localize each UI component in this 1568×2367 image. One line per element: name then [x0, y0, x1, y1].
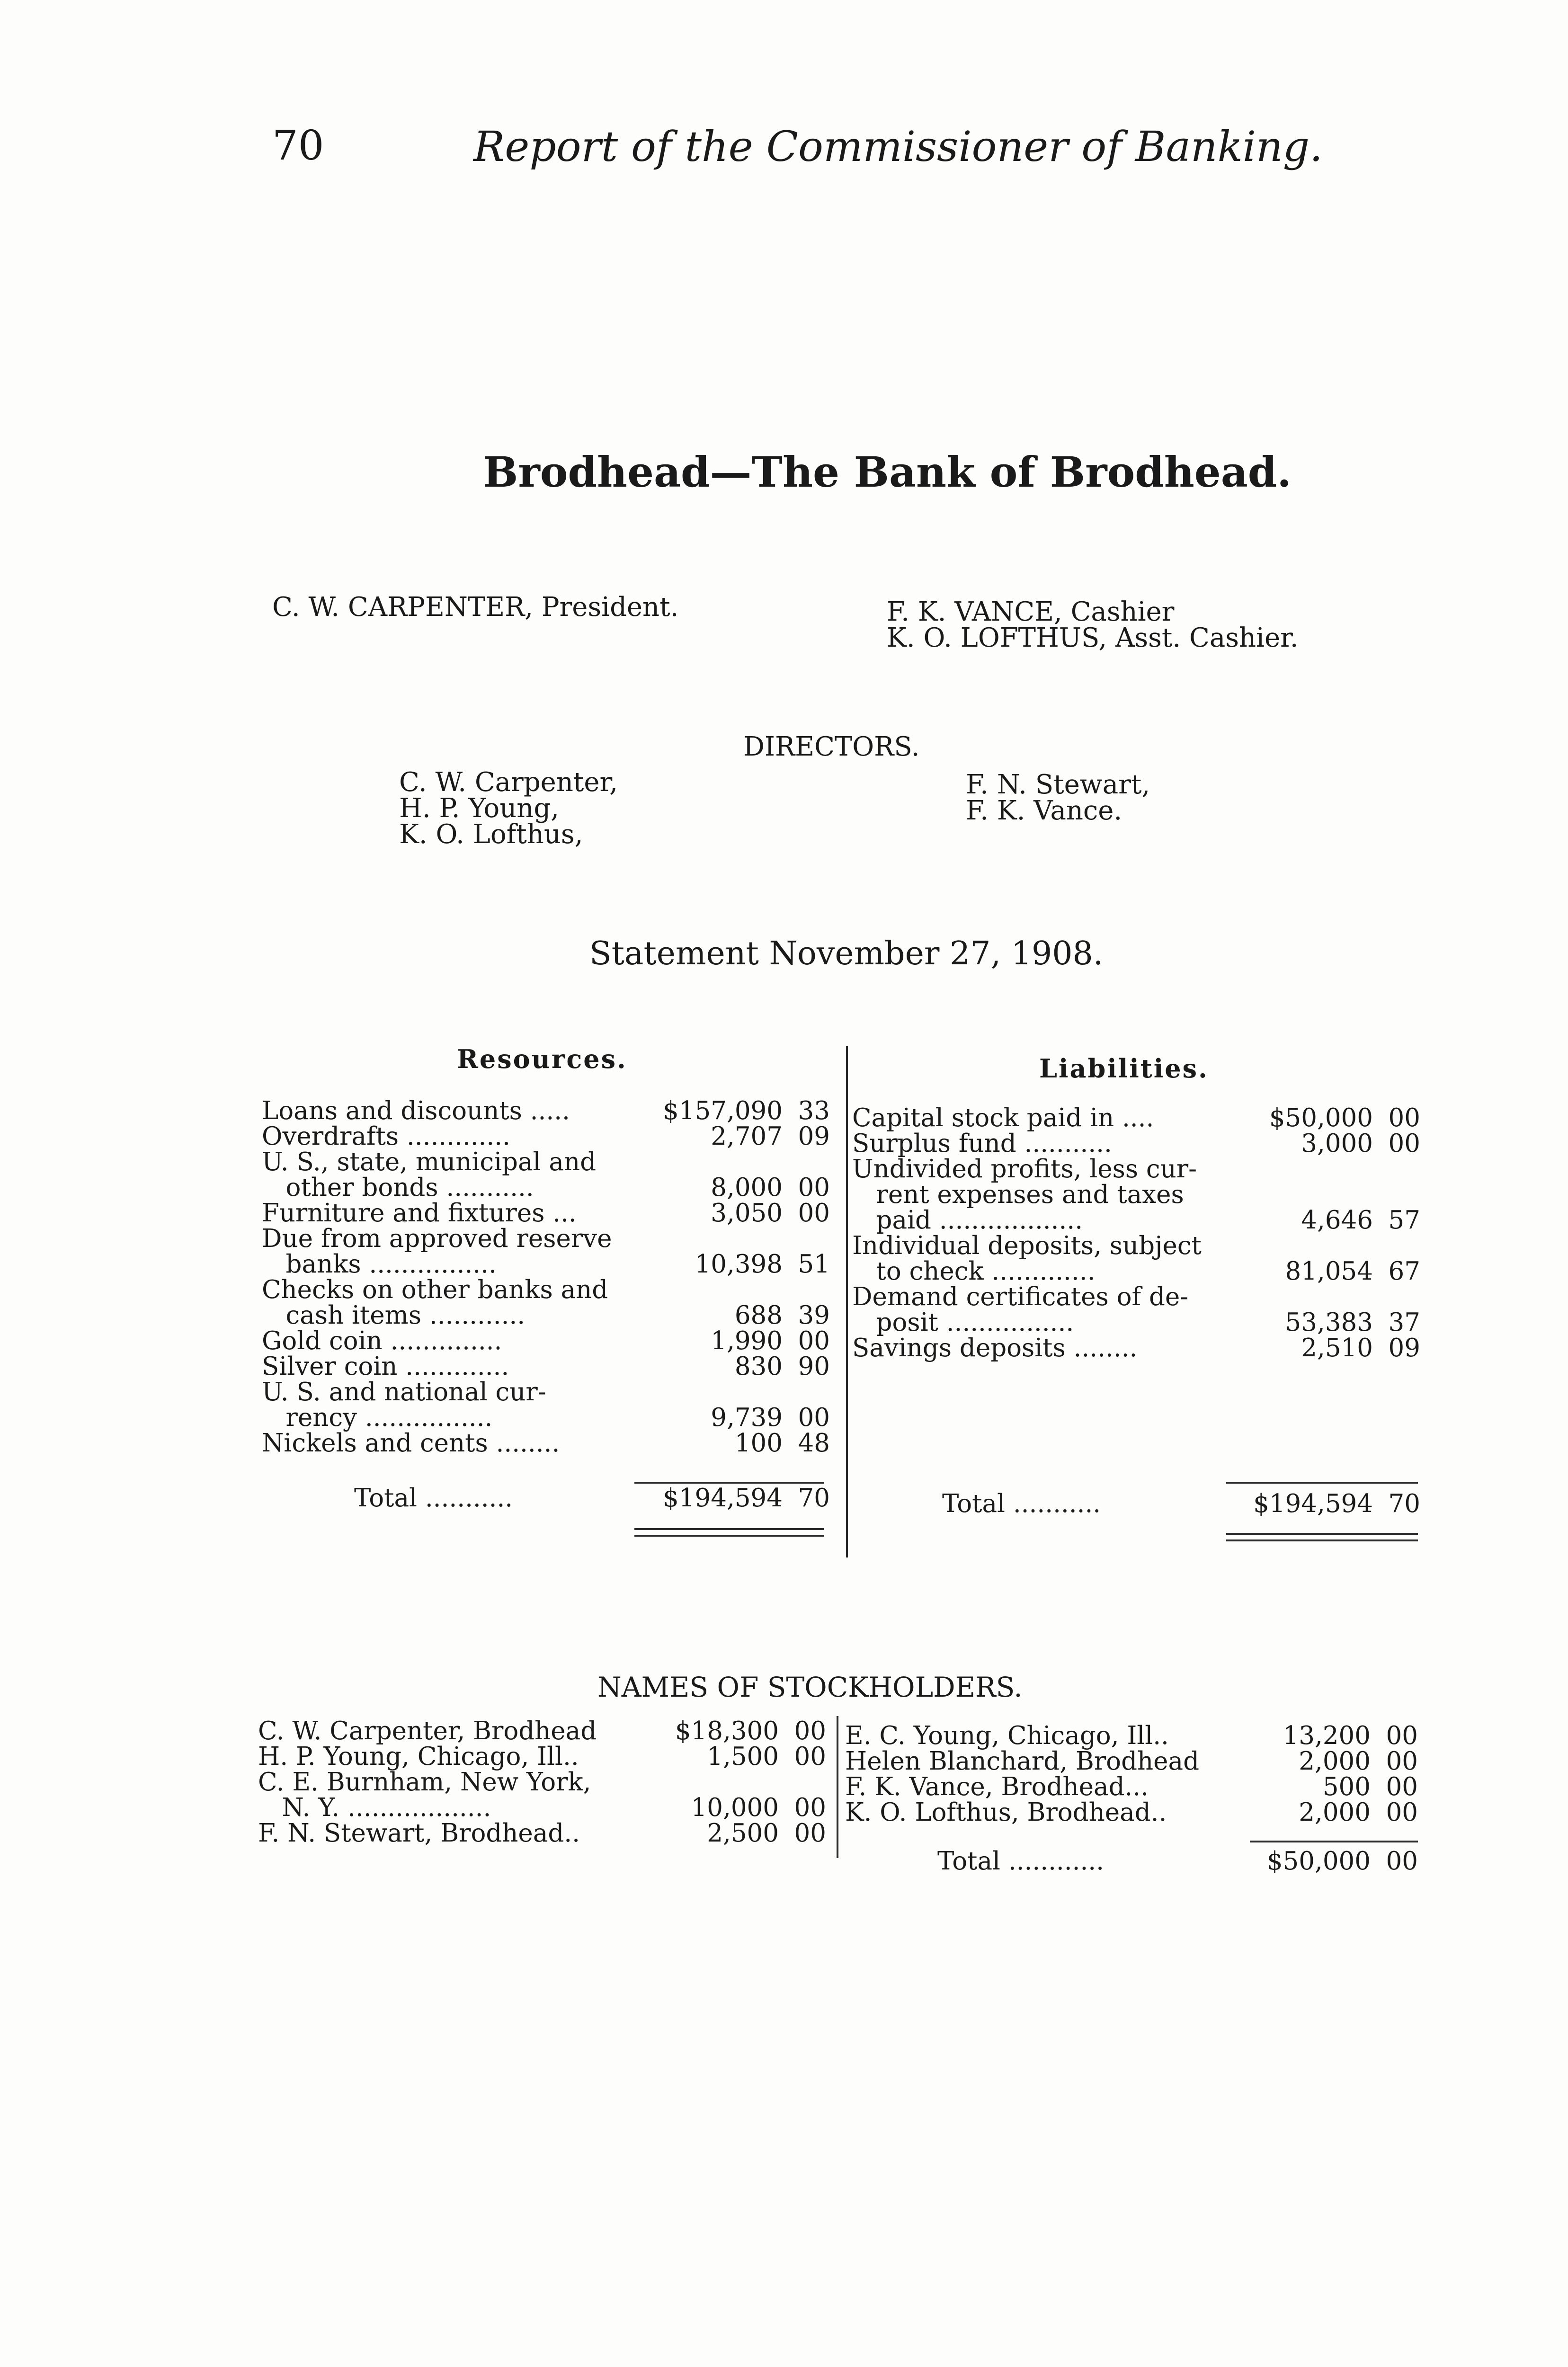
resource-row — [262, 1379, 830, 1405]
resource-row — [262, 1098, 830, 1124]
stockholder-left-label: H. P. Young, Chicago, Ill.. — [258, 1742, 579, 1771]
resource-label: other bonds ........... — [262, 1173, 534, 1202]
stockholders-total-dollars: $50,000 — [1266, 1847, 1371, 1876]
cashier: F. K. VANCE, Cashier — [887, 596, 1175, 627]
resource-row — [262, 1201, 830, 1226]
asst-cashier: K. O. LOFTHUS, Asst. Cashier. — [887, 623, 1299, 653]
liability-row — [852, 1259, 1420, 1284]
resources-list — [262, 1098, 830, 1456]
liability-cents: 37 — [1388, 1308, 1420, 1337]
stockholders-total-label: Total ............ — [937, 1847, 1105, 1876]
resource-row — [262, 1149, 830, 1175]
stockholders-divider — [837, 1716, 838, 1858]
stockholder-right-row — [845, 1723, 1418, 1749]
liabilities-total-label: Total ........... — [942, 1489, 1101, 1518]
liabilities-total-row — [852, 1491, 1420, 1517]
resources-heading: Resources. — [457, 1044, 627, 1074]
stockholder-right-row — [845, 1749, 1418, 1774]
liability-row — [852, 1105, 1420, 1131]
stockholder-right-cents: 00 — [1386, 1721, 1418, 1750]
stockholder-left-dollars: $18,300 — [675, 1717, 779, 1745]
liability-label: Savings deposits ........ — [852, 1334, 1138, 1362]
resource-row — [262, 1405, 830, 1431]
president: C. W. CARPENTER, President. — [272, 592, 679, 623]
stockholder-right-cents: 00 — [1386, 1747, 1418, 1776]
director-right-1: F. N. Stewart, — [966, 769, 1150, 800]
stockholder-right-label: E. C. Young, Chicago, Ill.. — [845, 1721, 1169, 1750]
liability-cents: 00 — [1388, 1103, 1420, 1132]
resource-dollars: 2,707 — [711, 1122, 783, 1151]
liability-cents: 09 — [1388, 1334, 1420, 1362]
resource-dollars: 3,050 — [711, 1199, 783, 1228]
page-number: 70 — [272, 122, 324, 169]
liability-row — [852, 1157, 1420, 1182]
resource-row — [262, 1431, 830, 1456]
stockholder-right-row — [845, 1774, 1418, 1800]
resource-label: Gold coin .............. — [262, 1326, 502, 1355]
resource-label: U. S. and national cur- — [262, 1378, 546, 1406]
stockholder-left-label: N. Y. .................. — [258, 1793, 491, 1822]
resources-total-cents: 70 — [798, 1484, 830, 1513]
liability-label: Capital stock paid in .... — [852, 1103, 1154, 1132]
liability-row — [852, 1233, 1420, 1259]
resource-row — [262, 1252, 830, 1277]
liability-dollars: 4,646 — [1301, 1206, 1373, 1235]
bank-title: Brodhead—The Bank of Brodhead. — [483, 447, 1292, 497]
resource-label: Overdrafts ............. — [262, 1122, 510, 1151]
resource-cents: 39 — [798, 1301, 830, 1330]
stockholder-right-label: K. O. Lofthus, Brodhead.. — [845, 1798, 1167, 1827]
liability-dollars: 3,000 — [1301, 1129, 1373, 1158]
liability-dollars: 81,054 — [1285, 1257, 1373, 1286]
stockholder-left-dollars: 10,000 — [691, 1793, 779, 1822]
liability-row — [852, 1131, 1420, 1157]
resource-cents: 00 — [798, 1173, 830, 1202]
column-divider — [846, 1046, 848, 1557]
liability-cents: 57 — [1388, 1206, 1420, 1235]
stockholders-right-list — [845, 1723, 1418, 1825]
stockholder-left-row — [258, 1821, 826, 1846]
stockholder-left-row — [258, 1744, 826, 1770]
stockholder-left-cents: 00 — [794, 1793, 826, 1822]
liability-cents: 67 — [1388, 1257, 1420, 1286]
liabilities-total-dollars: $194,594 — [1253, 1489, 1373, 1518]
stockholder-right-cents: 00 — [1386, 1772, 1418, 1801]
liabilities-total-rule — [1226, 1482, 1418, 1484]
liability-dollars: $50,000 — [1269, 1103, 1373, 1132]
resource-label: banks ................ — [262, 1250, 497, 1279]
resource-dollars: 8,000 — [711, 1173, 783, 1202]
stockholder-right-label: Helen Blanchard, Brodhead — [845, 1747, 1200, 1776]
stockholders-total-rule — [1250, 1841, 1418, 1842]
stockholder-right-row — [845, 1800, 1418, 1825]
stockholder-left-row — [258, 1795, 826, 1821]
directors-heading: DIRECTORS. — [743, 731, 920, 762]
resource-label: rency ................ — [262, 1403, 493, 1432]
statement-title: Statement November 27, 1908. — [589, 935, 1104, 972]
resource-row — [262, 1124, 830, 1149]
liability-row — [852, 1310, 1420, 1335]
resources-total-row — [262, 1486, 830, 1511]
resource-dollars: 830 — [734, 1352, 783, 1381]
stockholder-left-label: C. W. Carpenter, Brodhead — [258, 1717, 597, 1745]
director-left-1: C. W. Carpenter, — [399, 767, 618, 798]
resource-cents: 00 — [798, 1199, 830, 1228]
resource-label: cash items ............ — [262, 1301, 526, 1330]
resource-label: Due from approved reserve — [262, 1224, 612, 1253]
liability-row — [852, 1284, 1420, 1310]
liability-label: rent expenses and taxes — [852, 1180, 1184, 1209]
director-left-3: K. O. Lofthus, — [399, 819, 583, 850]
stockholder-right-cents: 00 — [1386, 1798, 1418, 1827]
resources-double-rule — [634, 1528, 824, 1537]
resource-row — [262, 1354, 830, 1379]
stockholder-left-cents: 00 — [794, 1819, 826, 1848]
resource-row — [262, 1175, 830, 1201]
resource-label: Furniture and fixtures ... — [262, 1199, 577, 1228]
resource-cents: 33 — [798, 1096, 830, 1125]
resource-dollars: 100 — [734, 1429, 783, 1458]
director-left-2: H. P. Young, — [399, 793, 559, 824]
stockholder-left-cents: 00 — [794, 1742, 826, 1771]
resource-row — [262, 1328, 830, 1354]
resource-cents: 48 — [798, 1429, 830, 1458]
resource-row — [262, 1226, 830, 1252]
resource-dollars: 688 — [734, 1301, 783, 1330]
resource-label: Silver coin ............. — [262, 1352, 509, 1381]
stockholder-left-label: C. E. Burnham, New York, — [258, 1768, 591, 1797]
resource-dollars: 1,990 — [711, 1326, 783, 1355]
stockholder-left-dollars: 2,500 — [707, 1819, 779, 1848]
resource-label: U. S., state, municipal and — [262, 1148, 597, 1176]
liabilities-double-rule — [1226, 1533, 1418, 1541]
stockholder-right-dollars: 500 — [1322, 1772, 1371, 1801]
liability-row — [852, 1335, 1420, 1361]
resource-row — [262, 1277, 830, 1303]
resource-cents: 09 — [798, 1122, 830, 1151]
resource-cents: 90 — [798, 1352, 830, 1381]
resource-label: Checks on other banks and — [262, 1275, 608, 1304]
liabilities-list — [852, 1105, 1420, 1361]
liability-label: Demand certificates of de- — [852, 1282, 1189, 1311]
stockholder-right-dollars: 2,000 — [1299, 1798, 1371, 1827]
stockholders-total-cents: 00 — [1386, 1847, 1418, 1876]
resources-total-label: Total ........... — [354, 1484, 513, 1513]
liability-dollars: 2,510 — [1301, 1334, 1373, 1362]
resource-dollars: 10,398 — [695, 1250, 783, 1279]
resource-label: Loans and discounts ..... — [262, 1096, 570, 1125]
stockholders-left-list — [258, 1718, 826, 1846]
resource-cents: 00 — [798, 1326, 830, 1355]
resource-dollars: 9,739 — [711, 1403, 783, 1432]
resource-label: Nickels and cents ........ — [262, 1429, 560, 1458]
resource-cents: 00 — [798, 1403, 830, 1432]
stockholder-left-row — [258, 1770, 826, 1795]
director-right-2: F. K. Vance. — [966, 795, 1123, 826]
stockholder-right-label: F. K. Vance, Brodhead... — [845, 1772, 1149, 1801]
resource-dollars: $157,090 — [663, 1096, 783, 1125]
liability-label: paid .................. — [852, 1206, 1083, 1235]
liability-label: Undivided profits, less cur- — [852, 1155, 1197, 1184]
stockholders-heading: NAMES OF STOCKHOLDERS. — [597, 1671, 1023, 1703]
liability-label: posit ................ — [852, 1308, 1074, 1337]
resource-row — [262, 1303, 830, 1328]
liability-label: to check ............. — [852, 1257, 1096, 1286]
liability-label: Individual deposits, subject — [852, 1231, 1202, 1260]
stockholders-total-row — [845, 1849, 1418, 1874]
liability-dollars: 53,383 — [1285, 1308, 1373, 1337]
stockholder-left-cents: 00 — [794, 1717, 826, 1745]
running-title: Report of the Commissioner of Banking. — [473, 122, 1323, 171]
stockholder-left-row — [258, 1718, 826, 1744]
resources-total-dollars: $194,594 — [663, 1484, 783, 1513]
stockholder-right-dollars: 13,200 — [1283, 1721, 1371, 1750]
liability-label: Surplus fund ........... — [852, 1129, 1112, 1158]
liability-cents: 00 — [1388, 1129, 1420, 1158]
liabilities-heading: Liabilities. — [1039, 1053, 1209, 1084]
liability-row — [852, 1182, 1420, 1208]
resource-cents: 51 — [798, 1250, 830, 1279]
liabilities-total-cents: 70 — [1388, 1489, 1420, 1518]
stockholder-left-label: F. N. Stewart, Brodhead.. — [258, 1819, 580, 1848]
stockholder-left-dollars: 1,500 — [707, 1742, 779, 1771]
stockholder-right-dollars: 2,000 — [1299, 1747, 1371, 1776]
liability-row — [852, 1208, 1420, 1233]
